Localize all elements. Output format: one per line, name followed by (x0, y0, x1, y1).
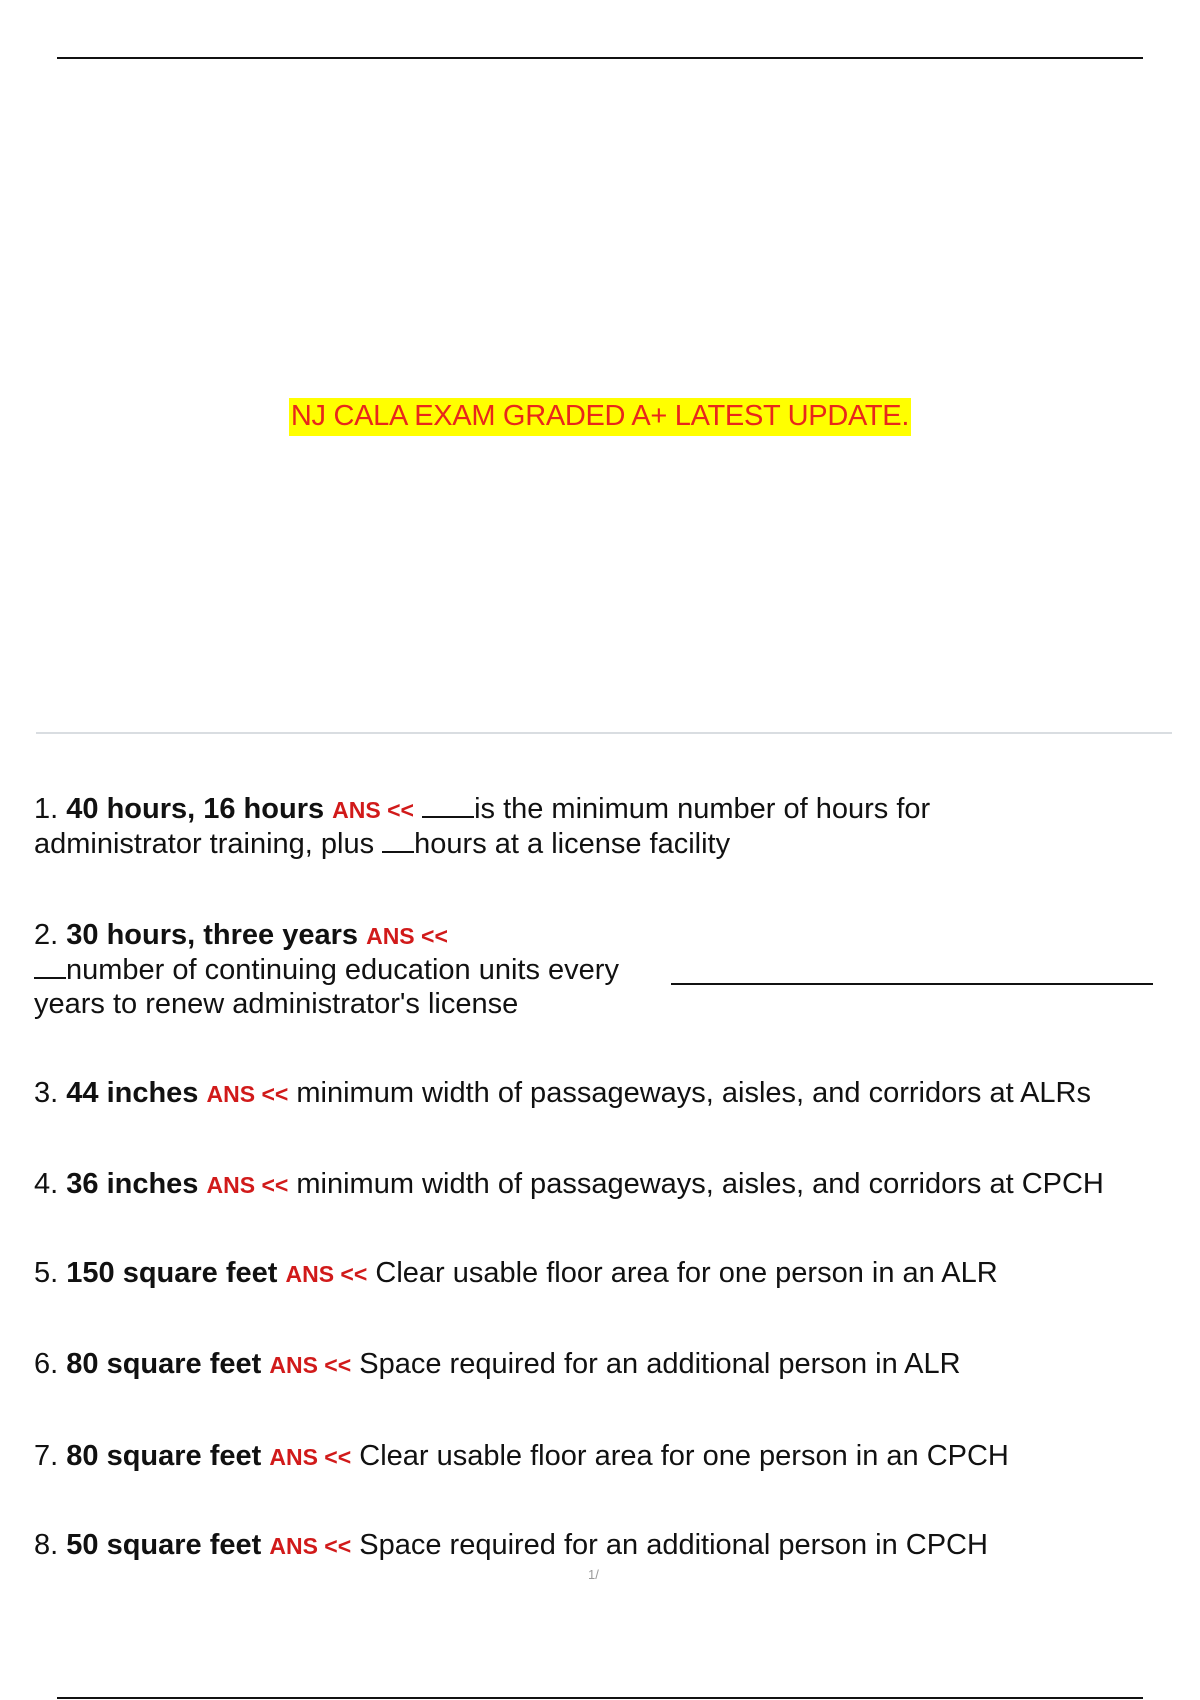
question-number: 7. (34, 1440, 59, 1472)
fill-blank (34, 976, 66, 979)
question-answer: 36 inches (66, 1168, 199, 1200)
question-text-line1: number of continuing education units every (34, 953, 1184, 987)
question-text: Space required for an additional person in ALR (359, 1348, 961, 1380)
ans-label: ANS << (269, 1352, 352, 1378)
section-divider (36, 732, 1172, 734)
question-5 (34, 1256, 1184, 1291)
ans-label: ANS << (285, 1261, 368, 1287)
top-rule (57, 57, 1143, 59)
question-7 (34, 1439, 1184, 1474)
question-answer: 50 square feet (66, 1529, 262, 1561)
fill-blank-long (671, 983, 1153, 985)
title-container (0, 398, 1200, 436)
question-text: minimum width of passageways, aisles, and corridors at ALRs (296, 1077, 1092, 1109)
question-number: 2. (34, 919, 59, 951)
question-text-line2: years to renew administrator's license (34, 988, 519, 1020)
question-text: Space required for an additional person in CPCH (359, 1529, 988, 1561)
question-text: Clear usable floor area for one person in an ALR (375, 1257, 998, 1289)
ans-label: ANS << (332, 797, 414, 823)
question-answer: 44 inches (66, 1077, 199, 1109)
question-number: 6. (34, 1348, 59, 1380)
document-title: NJ CALA EXAM GRADED A+ LATEST UPDATE. (289, 398, 911, 436)
question-answer: 30 hours, three years (66, 919, 359, 951)
question-number: 3. (34, 1077, 59, 1109)
question-answer: 40 hours, 16 hours (66, 793, 325, 825)
question-text: Clear usable floor area for one person in an CPCH (359, 1440, 1009, 1472)
ans-label: ANS << (206, 1081, 289, 1107)
ans-label: ANS << (366, 923, 448, 949)
question-number: 8. (34, 1529, 59, 1561)
question-number: 1. (34, 793, 59, 825)
question-4 (34, 1167, 1184, 1202)
question-2 (34, 918, 1184, 1021)
fill-blank (382, 850, 414, 853)
question-3 (34, 1076, 1184, 1111)
question-answer: 80 square feet (66, 1348, 262, 1380)
ans-label: ANS << (269, 1444, 352, 1470)
question-text-line2: administrator training, plus hours at a license facility (34, 828, 731, 860)
question-number: 5. (34, 1257, 59, 1289)
fill-blank (422, 815, 474, 818)
page-number: 1/ (588, 1567, 599, 1582)
ans-label: ANS << (269, 1533, 352, 1559)
question-1 (34, 792, 1184, 861)
question-number: 4. (34, 1168, 59, 1200)
bottom-rule (57, 1697, 1143, 1699)
question-6 (34, 1347, 1184, 1382)
question-text: minimum width of passageways, aisles, and corridors at CPCH (296, 1168, 1104, 1200)
question-8 (34, 1528, 1184, 1563)
question-answer: 150 square feet (66, 1257, 278, 1289)
question-answer: 80 square feet (66, 1440, 262, 1472)
ans-label: ANS << (206, 1172, 289, 1198)
question-text: is the minimum number of hours for (474, 793, 931, 825)
